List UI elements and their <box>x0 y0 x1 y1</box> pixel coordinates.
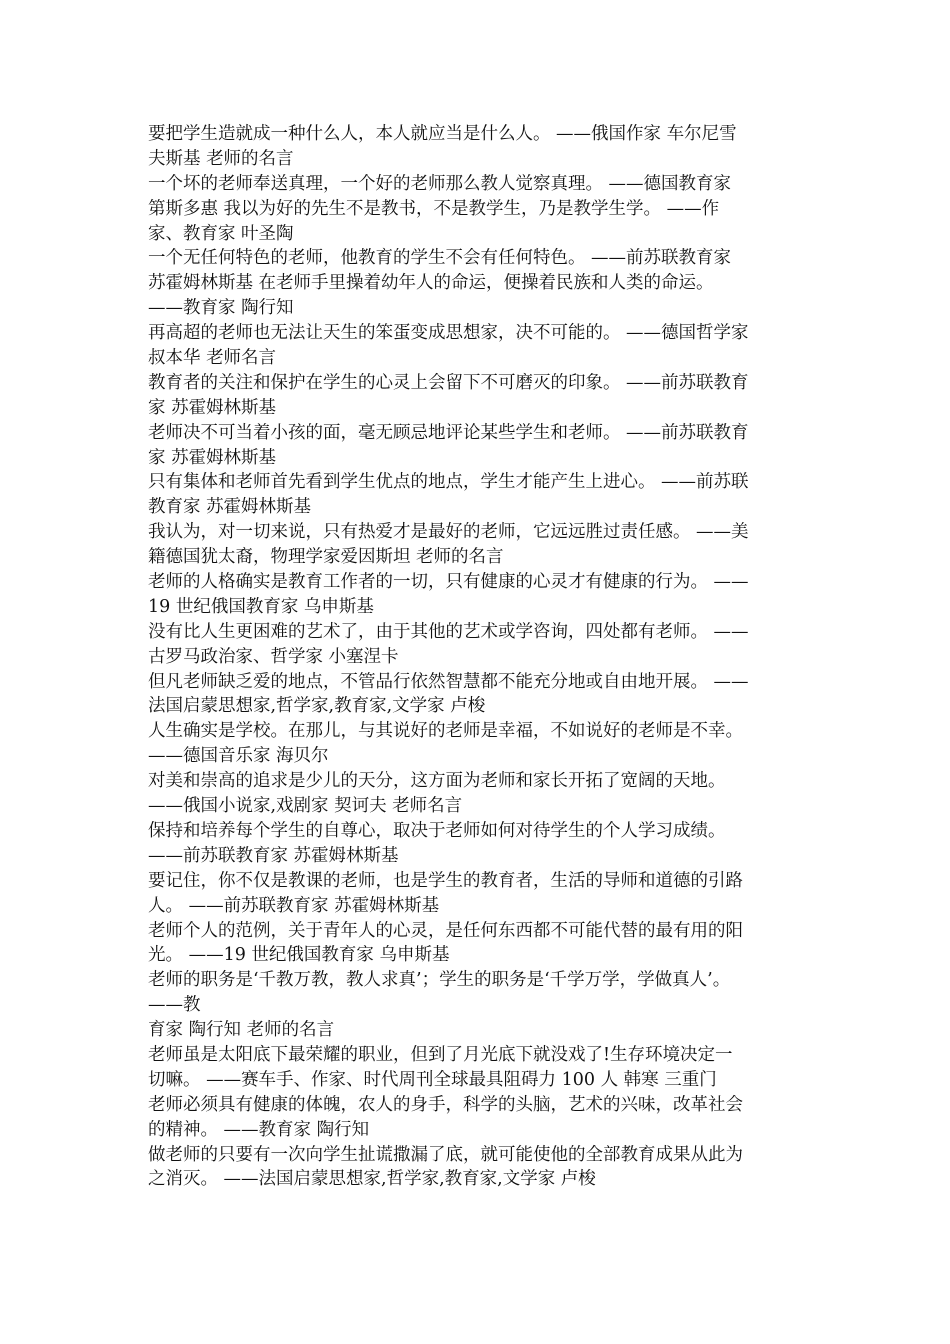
text-line: 夫斯基 老师的名言 <box>148 148 294 169</box>
text-line: 育家 陶行知 老师的名言 <box>148 1020 335 1041</box>
text-line: 保持和培养每个学生的自尊心，取决于老师如何对待学生的个人学习成绩。 <box>148 820 726 841</box>
text-line: 老师决不可当着小孩的面，毫无顾忌地评论某些学生和老师。 ——前苏联教育 <box>148 422 749 443</box>
text-line: 老师虽是太阳底下最荣耀的职业，但到了月光底下就没戏了!生存环境决定一 <box>148 1044 733 1065</box>
text-line: ——德国音乐家 海贝尔 <box>148 746 329 767</box>
text-line: 古罗马政治家、哲学家 小塞涅卡 <box>148 646 399 667</box>
text-line: 老师的人格确实是教育工作者的一切，只有健康的心灵才有健康的行为。 —— <box>148 572 749 593</box>
text-line: 法国启蒙思想家,哲学家,教育家,文学家 卢梭 <box>148 696 486 717</box>
text-line: 再高超的老师也无法让天生的笨蛋变成思想家，决不可能的。 ——德国哲学家 <box>148 323 749 344</box>
text-line: 对美和崇高的追求是少儿的天分，这方面为老师和家长开拓了宽阔的天地。 <box>148 771 726 792</box>
text-line: 只有集体和老师首先看到学生优点的地点，学生才能产生上进心。 ——前苏联 <box>148 472 749 493</box>
text-line: 我认为，对一切来说，只有热爱才是最好的老师，它远远胜过责任感。 ——美 <box>148 522 749 543</box>
text-line: 人生确实是学校。在那儿，与其说好的老师是幸福，不如说好的老师是不幸。 <box>148 721 743 742</box>
quotes-text-block <box>148 122 808 1192</box>
text-line: ——俄国小说家,戏剧家 契诃夫 老师名言 <box>148 796 463 817</box>
text-line: 要记住，你不仅是教课的老师，也是学生的教育者，生活的导师和道德的引路 <box>148 870 743 891</box>
text-line: 人。 ——前苏联教育家 苏霍姆林斯基 <box>148 895 440 916</box>
text-line: 做老师的只要有一次向学生扯谎撒漏了底，就可能使他的全部教育成果从此为 <box>148 1144 743 1165</box>
text-line: 老师必须具有健康的体魄，农人的身手，科学的头脑，艺术的兴味，改革社会 <box>148 1094 743 1115</box>
text-line: 19 世纪俄国教育家 乌申斯基 <box>148 596 374 617</box>
text-line: 叔本华 老师名言 <box>148 348 277 369</box>
text-line: 老师的职务是‘千教万教，教人求真’；学生的职务是‘千学万学，学做真人’。 <box>148 970 731 991</box>
text-line: 一个无任何特色的老师，他教育的学生不会有任何特色。 ——前苏联教育家 <box>148 248 732 269</box>
text-line: 家 苏霍姆林斯基 <box>148 447 277 468</box>
text-line: 家 苏霍姆林斯基 <box>148 397 277 418</box>
text-line: 籍德国犹太裔，物理学家爱因斯坦 老师的名言 <box>148 547 504 568</box>
text-line: 要把学生造就成一种什么人，本人就应当是什么人。 ——俄国作家 车尔尼雪 <box>148 124 737 144</box>
text-line: 家、教育家 叶圣陶 <box>148 223 294 244</box>
text-line: 第斯多惠 我以为好的先生不是教书，不是教学生，乃是教学生学。 ——作 <box>148 198 720 219</box>
text-line: 老师个人的范例，关于青年人的心灵，是任何东西都不可能代替的最有用的阳 <box>148 920 743 941</box>
text-line: ——前苏联教育家 苏霍姆林斯基 <box>148 845 399 866</box>
text-line: 的精神。 ——教育家 陶行知 <box>148 1119 370 1140</box>
text-line: ——教 <box>148 995 201 1016</box>
text-line: ——教育家 陶行知 <box>148 298 294 319</box>
text-line: 教育家 苏霍姆林斯基 <box>148 497 312 518</box>
text-line: 之消灭。 ——法国启蒙思想家,哲学家,教育家,文学家 卢梭 <box>148 1169 596 1190</box>
text-line: 教育者的关注和保护在学生的心灵上会留下不可磨灭的印象。 ——前苏联教育 <box>148 372 749 393</box>
text-line: 光。 ——19 世纪俄国教育家 乌申斯基 <box>148 945 450 966</box>
text-line: 没有比人生更困难的艺术了，由于其他的艺术或学咨询，四处都有老师。 —— <box>148 621 749 642</box>
text-line: 但凡老师缺乏爱的地点，不管品行依然智慧都不能充分地或自由地开展。 —— <box>148 671 749 692</box>
text-line: 一个坏的老师奉送真理，一个好的老师那么教人觉察真理。 ——德国教育家 <box>148 173 732 194</box>
text-line: 切嘛。 ——赛车手、作家、时代周刊全球最具阻碍力 100 人 韩寒 三重门 <box>148 1069 717 1090</box>
text-line: 苏霍姆林斯基 在老师手里操着幼年人的命运，便操着民族和人类的命运。 <box>148 273 714 294</box>
